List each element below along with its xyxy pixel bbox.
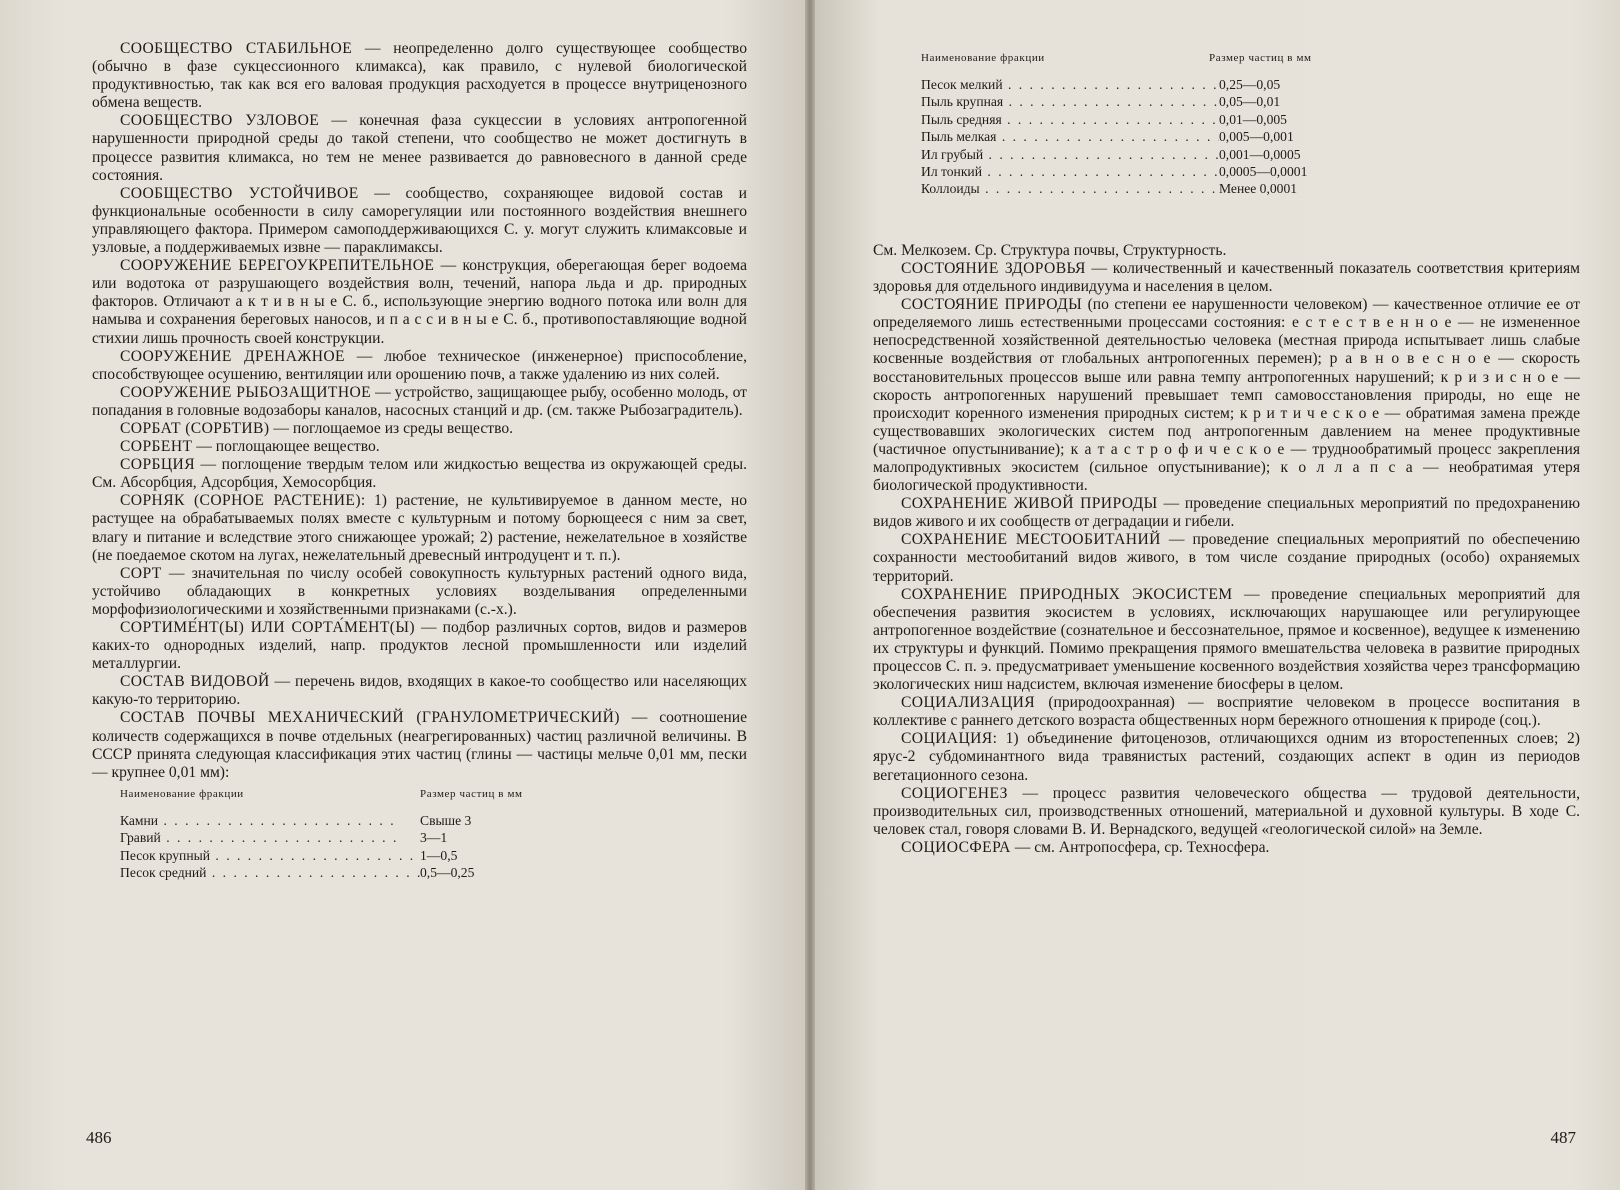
entry — [92, 185, 747, 257]
entry-headword: СОСТАВ ВИДОВОЙ — [120, 673, 270, 691]
fraction-name: Ил тонкий . . . — [921, 163, 1219, 180]
entry-definition: — проведение специальных мероприятий по предохранению видов живого и их сообществ от деградации и гибели. — [873, 495, 1580, 531]
entry — [92, 348, 747, 384]
table-row — [921, 76, 1441, 93]
fraction-size: 0,5—0,25 — [420, 865, 475, 881]
page-number: 486 — [86, 1128, 112, 1147]
book-gutter — [805, 0, 815, 1190]
fraction-size: 0,001—0,0005 — [1219, 146, 1301, 162]
left-page — [0, 0, 805, 1190]
table-row — [921, 128, 1441, 145]
entry-headword: СОХРАНЕНИЕ ЖИВОЙ ПРИРОДЫ — [901, 495, 1158, 513]
entry-headword: СООБЩЕСТВО УЗЛОВОЕ — [120, 112, 320, 130]
entry — [873, 694, 1580, 730]
cross-reference: См. Мелкозем. Ср. Структура почвы, Структурность. — [873, 241, 1227, 259]
entry-definition: (по степени ее нарушенности человеком) — качественное отличие ее от определяемого лишь естественными процессами состояния: е с т е с т в е н н о е — не измененное непосредственной хозяйственной деятельностью человека (местная природа испытывает лишь слабые косвенные воздействия от глобальных антропогенных перемен); р а в н о в е с н о е — скорость восстановительных процессов выше или равна темпу антропогенных нарушений; к р и з и с н о е — скорость антропогенных нарушений превышает темп самовосстановления природы, но еще не происходит коренного изменения природных систем; к р и т и ч е с к о е — обратимая замена прежде существовавших экологических систем под антропогенным давлением на менее продуктивные (частичное опустынивание); к а т а с т р о ф и ч е с к о е — труднообратимый процесс закрепления малопродуктивных экосистем (сильное опустынивание); к о л л а п с а — необратимая утеря биологической продуктивности. — [873, 296, 1581, 495]
entry-definition: — см. Антропосфера, ср. Техносфера. — [1010, 838, 1270, 856]
entry — [92, 420, 747, 438]
entry-definition: : 1) объединение фитоценозов, отличающихся одним из второстепенных слоев; 2) ярус-2 субдоминантного вида травянистых растений, создающих аспект в один из периодов вегетационного сезона. — [873, 730, 1580, 784]
table-row — [921, 93, 1441, 110]
fraction-size: 3—1 — [420, 830, 448, 846]
entry-headword: СООБЩЕСТВО УСТОЙЧИВОЕ — [120, 184, 359, 202]
fraction-name: Пыль мелкая . . . — [921, 128, 1219, 145]
table-row — [921, 180, 1441, 197]
entry-headword: СООРУЖЕНИЕ БЕРЕГОУКРЕПИТЕЛЬНОЕ — [120, 257, 435, 275]
entry-headword: СОЦИАЦИЯ — [901, 730, 993, 748]
entry-headword: СОРТ — [120, 564, 162, 582]
table-header — [921, 52, 1441, 64]
entry — [92, 384, 747, 420]
entry-definition: — проведение специальных мероприятий для обеспечения развития экосистем в условиях, исключающих нарушающее или регулирующее антропогенное воздействие (сознательное и бессознательное, прямое и косвенное), ведущее к изменению их структуры и функций. Помимо прекращения прямого вмешательства человека в развитие природных процессов С. п. э. предусматривает уменьшение косвенного воздействия хозяйства через трансформацию экологических ниш надсистем, включая изменение биосферы в целом. — [873, 585, 1580, 694]
entry-definition: — соотношение количеств содержащихся в почве отдельных (неагрегированных) частиц различной величины. В СССР принята следующая классификация этих частиц (глины — частицы мельче 0,01 мм, пески — крупнее 0,01 мм): — [92, 709, 748, 781]
entry-definition: — проведение специальных мероприятий по обеспечению сохранности местообитаний видов живого, в том числе создание природных (особо) охраняемых территорий. — [873, 531, 1580, 585]
entry-definition: — устройство, защищающее рыбу, особенно молодь, от попадания в головные водозаборы каналов, насосных станций и др. (см. также Рыбозаградитель). — [92, 383, 747, 419]
entry — [873, 531, 1580, 585]
column-header-fraction: Наименование фракции — [120, 787, 244, 800]
entry — [873, 586, 1580, 695]
entry — [92, 40, 747, 112]
fraction-name: Камни . . . — [120, 812, 420, 829]
entry — [873, 495, 1580, 531]
entry-headword: СООРУЖЕНИЕ ДРЕНАЖНОЕ — [120, 347, 345, 365]
entry-headword: СОЦИОСФЕРА — [901, 838, 1011, 856]
right-page — [815, 0, 1620, 1190]
entry-headword: СОХРАНЕНИЕ ПРИРОДНЫХ ЭКОСИСТЕМ — [901, 585, 1233, 603]
entry-headword: СОХРАНЕНИЕ МЕСТООБИТАНИЙ — [901, 531, 1161, 549]
entry-definition: — неопределенно долго существующее сообщество (обычно в фазе сукцессионного климакса), как правило, с нулевой биологической продуктивностью, так как вся его валовая продукция расходуется в процессе внутриценозного обмена веществ. — [92, 40, 747, 112]
entry-headword: СООРУЖЕНИЕ РЫБОЗАЩИТНОЕ — [120, 383, 372, 401]
fraction-name: Песок крупный . . . — [120, 847, 420, 864]
column-header-size: Размер частиц в мм — [1209, 52, 1312, 64]
entry-definition: : 1) растение, не культивируемое в данном месте, но растущее на обрабатываемых полях вместе с культурным и потому борющееся с ним за свет, влагу и питание и вследствие этого снижающее урожай; 2) растение, нежелательное в хозяйстве (не поедаемое скотом на лугах, нежелательный древесный интродуцент и т. п.). — [92, 492, 747, 564]
entry-headword: СОРБЦИЯ — [120, 456, 196, 474]
fraction-size: 0,05—0,01 — [1219, 94, 1281, 110]
fraction-size: 0,0005—0,0001 — [1219, 164, 1308, 180]
entry-definition: — конструкция, оберегающая берег водоема или водотока от разрушающего воздействия волн, течений, напора льда и др. природных факторов. Отличают а к т и в н ы е С. б., использующие энергию водного потока или волн для намыва и сохранения береговых наносов, и п а с с и в н ы е С. б., противопоставляющие водной стихии лишь прочность своей конструкции. — [92, 257, 747, 347]
fraction-name: Песок средний . . . — [120, 864, 420, 881]
entry-headword: СОРТИМЕ́НТ(Ы) ИЛИ СОРТА́МЕНТ(Ы) — [120, 619, 415, 636]
entry-definition: — конечная фаза сукцессии в условиях антропогенной нарушенности природной среды до такой степени, что сообщество не может достигнуть в процессе развития климакса, но тем не менее развивается до равновесного в данной среде состояния. — [92, 112, 747, 184]
fraction-size: Менее 0,0001 — [1219, 181, 1298, 197]
fraction-name: Гравий . . . — [120, 829, 420, 846]
entry — [92, 257, 747, 347]
fraction-size: 0,01—0,005 — [1219, 111, 1287, 127]
fraction-table — [921, 52, 1441, 198]
fraction-name: Пыль крупная . . . — [921, 93, 1219, 110]
entry — [92, 438, 747, 456]
entry — [873, 730, 1580, 784]
fraction-name: Пыль средняя . . . — [921, 111, 1219, 128]
table-row — [120, 829, 590, 846]
fraction-size: Свыше 3 — [420, 812, 472, 828]
entry-headword: СОСТОЯНИЕ ПРИРОДЫ — [901, 296, 1083, 314]
entry — [873, 296, 1580, 495]
entry-definition: — процесс развития человеческого общества — трудовой деятельности, производительных сил, производственных отношений, материальной и духовной культуры. В ходе С. человек стал, говоря словами В. И. Вернадского, ведущей «геологической силой» на Земле. — [873, 784, 1580, 838]
table-row — [120, 812, 590, 829]
fraction-table — [120, 788, 590, 882]
entry-definition: — поглощение твердым телом или жидкостью вещества из окружающей среды. См. Абсорбция, Адсорбция, Хемосорбция. — [92, 456, 747, 492]
entry-definition: — значительная по числу особей совокупность культурных растений одного вида, устойчиво обладающих в конкретных условиях возделывания определенными морфофизиологическими и хозяйственными признаками (с.-х.). — [92, 564, 747, 618]
table-row — [921, 163, 1441, 180]
entry — [873, 839, 1580, 857]
entry — [92, 565, 747, 619]
entry — [92, 492, 747, 564]
table-row — [921, 146, 1441, 163]
right-entries — [873, 242, 1580, 857]
entry-headword: СОРБЕНТ — [120, 438, 193, 456]
entry-headword: СОРБАТ (СОРБТИВ) — [120, 419, 270, 437]
entry-headword: СОЦИАЛИЗАЦИЯ — [901, 694, 1036, 712]
entry-definition: — поглощающее вещество. — [192, 438, 380, 456]
fraction-name: Коллоиды . . . — [921, 180, 1219, 197]
fraction-size: 0,005—0,001 — [1219, 129, 1294, 145]
entry-definition: — количественный и качественный показатель соответствия критериям здоровья для отдельного индивидуума и населения в целом. — [873, 259, 1580, 296]
entry-headword: СОРНЯК (СОРНОЕ РАСТЕНИЕ) — [120, 492, 361, 510]
table-header — [120, 788, 590, 800]
column-header-size: Размер частиц в мм — [420, 787, 523, 800]
entry-definition: — подбор различных сортов, видов и размеров каких-то однородных изделий, напр. продуктов лесной промышленности или изделий металлургии. — [92, 619, 748, 673]
table-row — [120, 864, 590, 881]
fraction-size: 0,25—0,05 — [1219, 77, 1281, 92]
entry — [92, 456, 747, 492]
entry-definition: — сообщество, сохраняющее видовой состав и функциональные особенности в силу саморегуляции или постоянного воздействия внешнего управляющего фактора. Примером самоподдерживающихся С. у. могут служить климаксовые и узловые, а поддерживаемых извне — параклимаксы. — [92, 184, 747, 257]
column-header-fraction: Наименование фракции — [921, 52, 1045, 64]
fraction-size: 1—0,5 — [420, 847, 458, 863]
entry — [92, 709, 747, 781]
table-row — [120, 847, 590, 864]
entry — [873, 785, 1580, 839]
entry-headword: СОСТОЯНИЕ ЗДОРОВЬЯ — [901, 259, 1086, 277]
entry — [92, 112, 747, 184]
entry-definition: (природоохранная) — восприятие человеком в процессе воспитания в коллективе с раннего детского возраста общественных норм бережного отношения к природе (соц.). — [873, 694, 1580, 730]
entry — [873, 260, 1580, 296]
entry — [92, 619, 747, 673]
fraction-name: Песок мелкий . . . — [921, 76, 1219, 93]
entry-headword: СООБЩЕСТВО СТАБИЛЬНОЕ — [120, 40, 353, 57]
entry-definition: — поглощаемое из среды вещество. — [269, 419, 514, 437]
table-row — [921, 111, 1441, 128]
page-number: 487 — [1550, 1128, 1576, 1147]
entry-definition: — любое техническое (инженерное) приспособление, способствующее осушению, вентиляции или орошению почв, а также удалению из них солей. — [92, 347, 747, 383]
left-entries — [92, 40, 747, 782]
entry-definition: — перечень видов, входящих в какое-то сообщество или населяющих какую-то территорию. — [92, 673, 747, 709]
entry — [92, 673, 747, 709]
entry-headword: СОЦИОГЕНЕЗ — [901, 784, 1008, 802]
entry-headword: СОСТАВ ПОЧВЫ МЕХАНИЧЕСКИЙ (ГРАНУЛОМЕТРИЧЕСКИЙ) — [120, 709, 620, 727]
fraction-name: Ил грубый . . . — [921, 146, 1219, 163]
